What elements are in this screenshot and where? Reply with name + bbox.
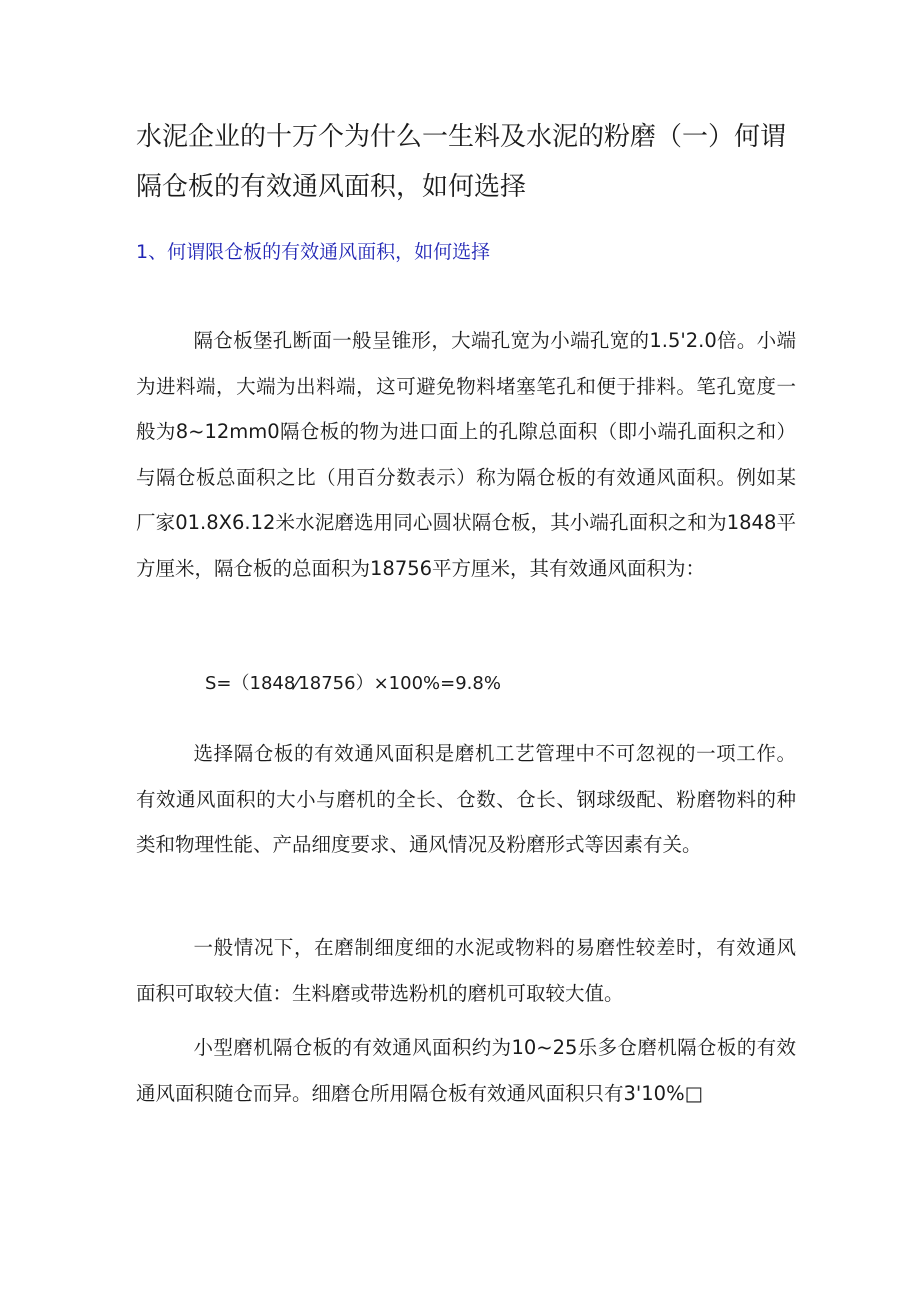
paragraph-selection-factors: 选择隔仓板的有效通风面积是磨机工艺管理中不可忽视的一项工作。有效通风面积的大小与磨机的全长、仓数、仓长、钢球级配、粉磨物料的种类和物理性能、产品细度要求、通风情况及粉磨形式等因素有关。 [136,742,796,857]
formula: S=（1848⁄18756）×100%=9.8% [205,673,501,694]
paragraph-general-case: 一般情况下，在磨制细度细的水泥或物料的易磨性较差时，有效通风面积可取较大值：生料磨或带选粉机的磨机可取较大值。 [136,936,796,1005]
paragraph-small-mill: 小型磨机隔仓板的有效通风面积约为10~25乐多仓磨机隔仓板的有效通风面积随仓而异。细磨仓所用隔仓板有效通风面积只有3'10%□ [136,1036,796,1105]
document-title: 水泥企业的十万个为什么一生料及水泥的粉磨（一）何谓隔仓板的有效通风面积，如何选择 [136,122,787,202]
section-heading: 1、何谓限仓板的有效通风面积，如何选择 [136,241,491,263]
paragraph-definition: 隔仓板堡孔断面一般呈锥形，大端孔宽为小端孔宽的1.5'2.0倍。小端为进料端，大端为出料端，这可避免物料堵塞笔孔和便于排料。笔孔宽度一般为8~12mm0隔仓板的物为进口面上的孔隙总面积（即小端孔面积之和）与隔仓板总面积之比（用百分数表示）称为隔仓板的有效通风面积。例如某厂家01.8X6.12米水泥磨选用同心圆状隔仓板，其小端孔面积之和为1848平方厘米，隔仓板的总面积为18756平方厘米，其有效通风面积为： [136,329,796,580]
